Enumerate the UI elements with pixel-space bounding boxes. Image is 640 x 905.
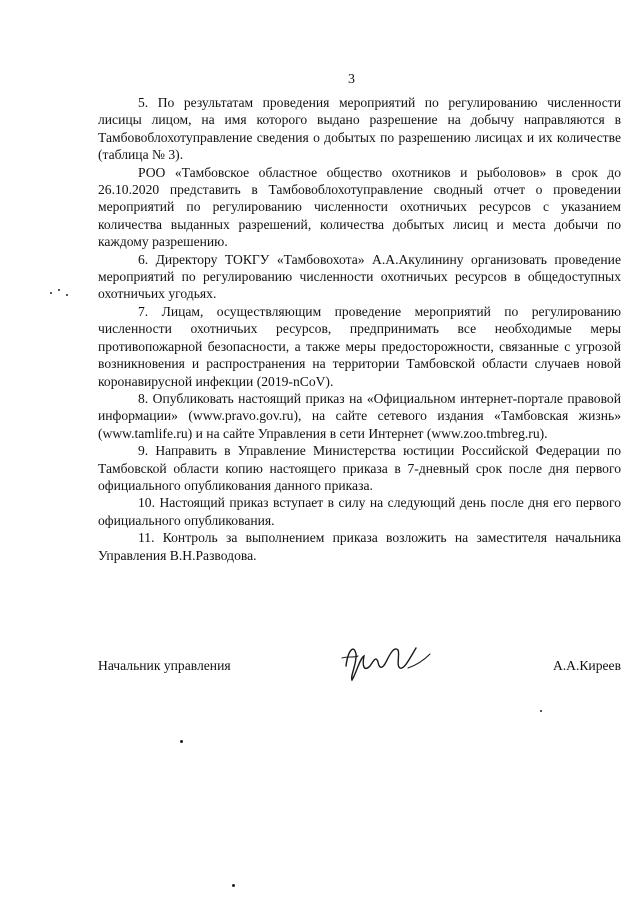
paragraph-5: 5. По результатам проведения мероприятий по регулированию численности лисицы лицом, на имя которого выдано разрешение на добычу направляются в Тамбовоблохотуправление сведения о добытых по разрешению лисицах и их количестве (таблица № 3). bbox=[98, 95, 621, 163]
scan-speck bbox=[50, 292, 52, 294]
signatory-name: А.А.Киреев bbox=[552, 658, 621, 673]
scan-speck bbox=[232, 884, 235, 887]
document-body bbox=[98, 94, 621, 564]
paragraph-8: 8. Опубликовать настоящий приказ на «Официальном интернет-портале правовой информации» (www.pravo.gov.ru), на сайте сетевого издания «Тамбовская жизнь» (www.tamlife.ru) и на сайте Управления в сети Интернет (www.zoo.tmbreg.ru). bbox=[98, 390, 621, 441]
signatory-title: Начальник управления bbox=[98, 658, 231, 673]
scan-speck bbox=[540, 710, 542, 712]
handwritten-signature bbox=[338, 636, 433, 686]
scan-speck bbox=[58, 289, 60, 291]
paragraph-6: 6. Директору ТОКГУ «Тамбовохота» А.А.Акулинину организовать проведение мероприятий по регулированию численности охотничьих ресурсов в общедоступных охотничьих угодьях. bbox=[98, 251, 621, 302]
paragraph-7: 7. Лицам, осуществляющим проведение мероприятий по регулированию численности охотничьих ресурсов, предпринимать все необходимые меры противопожарной безопасности, а также меры предосторожности, связанные с угрозой возникновения и распространения на территории Тамбовской области случаев новой коронавирусной инфекции (2019-nCoV). bbox=[98, 303, 621, 389]
paragraph-11: 11. Контроль за выполнением приказа возложить на заместителя начальника Управления В.Н.Разводова. bbox=[98, 530, 621, 563]
page-number: 3 bbox=[348, 72, 355, 87]
paragraph-10: 10. Настоящий приказ вступает в силу на следующий день после дня его первого официального опубликования. bbox=[98, 495, 621, 528]
scan-speck bbox=[66, 294, 68, 296]
paragraph-roo: РОО «Тамбовское областное общество охотников и рыболовов» в срок до 26.10.2020 представить в Тамбовоблохотуправление сводный отчет о проведении мероприятий по регулированию численности охотничьих ресурсов с указанием количества выданных разрешений, количества добытых лисиц и места добычи по каждому разрешению. bbox=[98, 164, 621, 250]
scan-speck bbox=[180, 740, 183, 743]
paragraph-9: 9. Направить в Управление Министерства юстиции Российской Федерации по Тамбовской области копию настоящего приказа в 7-дневный срок после дня первого официального опубликования данного приказа. bbox=[98, 443, 621, 493]
